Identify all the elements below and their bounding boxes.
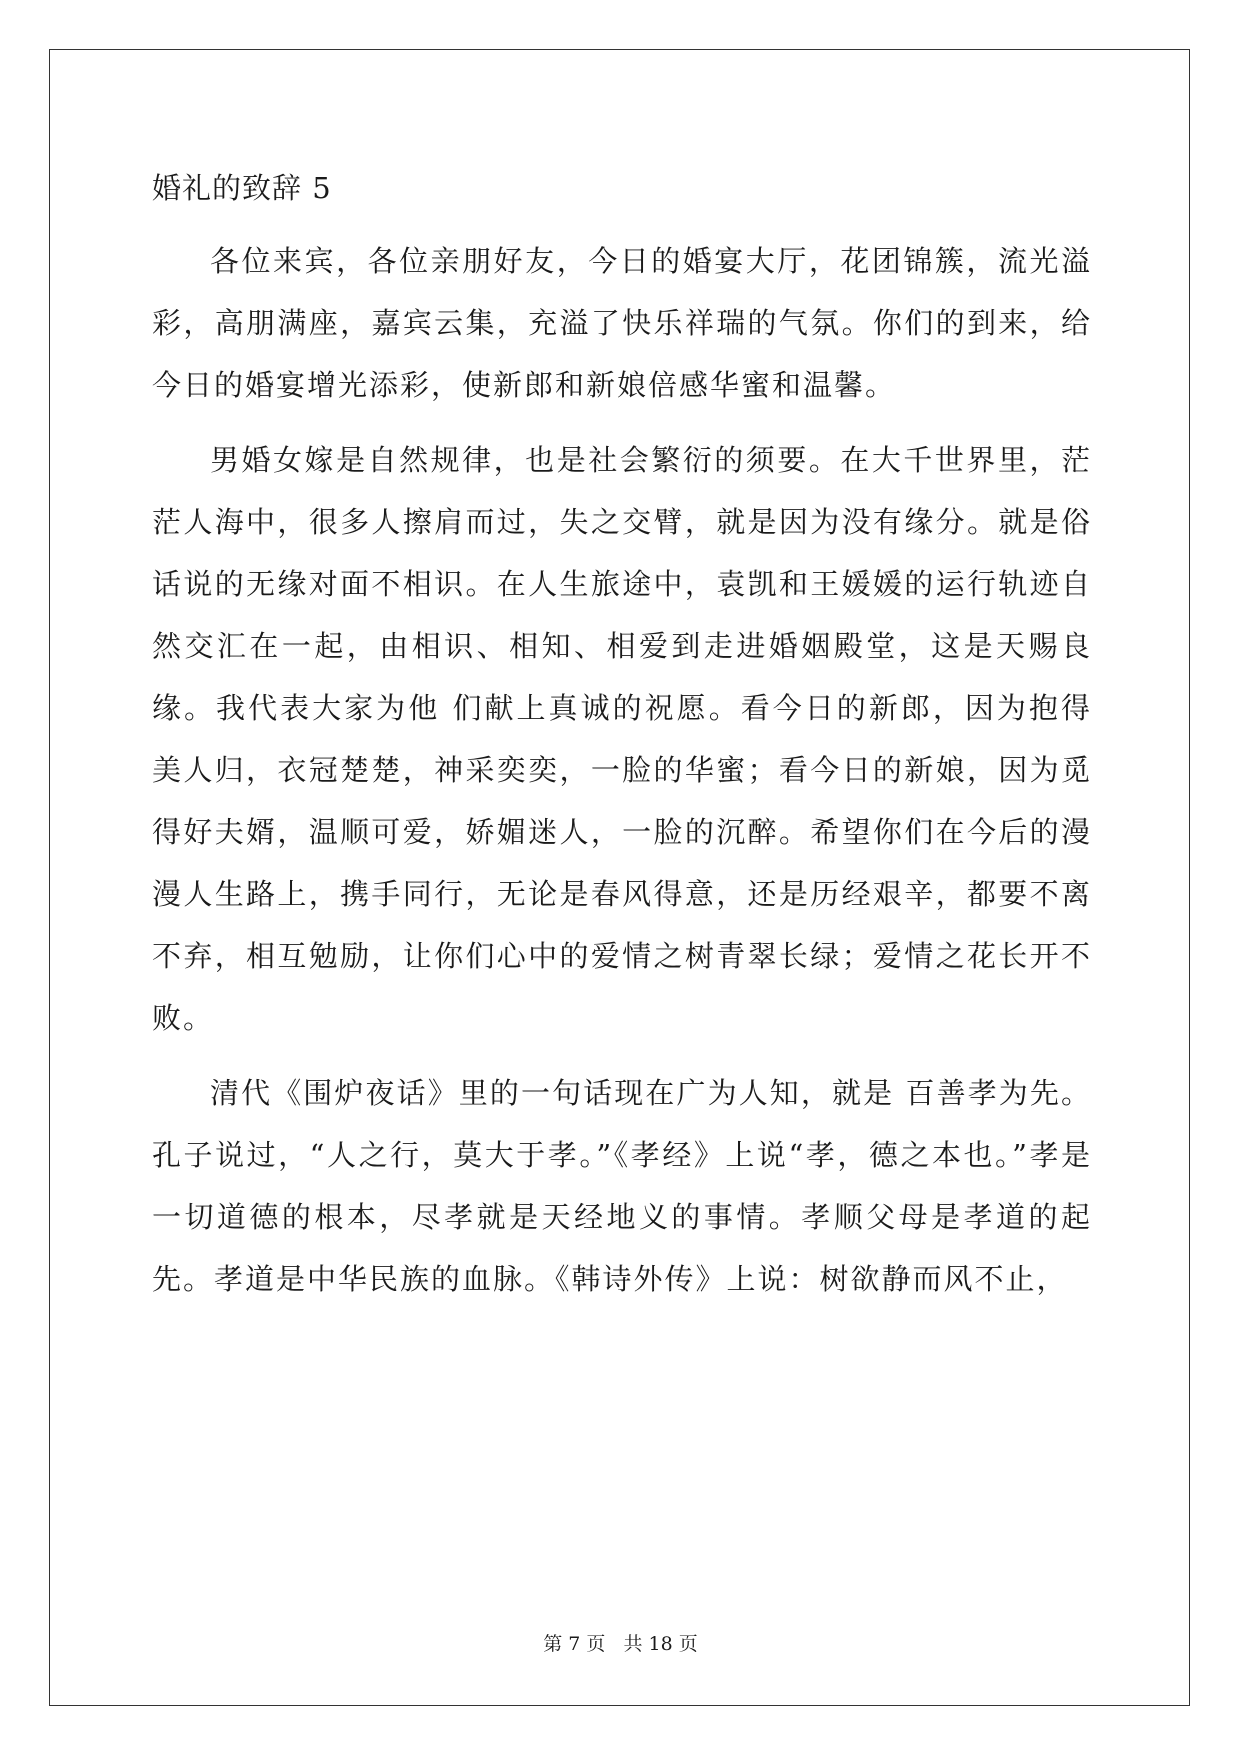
paragraph-2: 男婚女嫁是自然规律，也是社会繁衍的须要。在大千世界里，茫茫人海中，很多人擦肩而过，失之交臂，就是因为没有缘分。就是俗话说的无缘对面不相识。在人生旅途中，袁凯和王媛媛的运行轨迹自然交汇在一起，由相识、相知、相爱到走进婚姻殿堂，这是天赐良缘。我代表大家为他 们献上真诚的祝愿。看今日的新郎，因为抱得美人归，衣冠楚楚，神采奕奕，一脸的华蜜；看今日的新娘，因为觅得好夫婿，温顺可爱，娇媚迷人，一脸的沉醉。希望你们在今后的漫漫人生路上，携手同行，无论是春风得意，还是历经艰辛，都要不离不弃，相互勉励，让你们心中的爱情之树青翠长绿；爱情之花长开不败。 [152,443,1092,1035]
page-footer [0,1632,1241,1656]
document-body [152,168,1092,1323]
document-title: 婚礼的致辞 5 [152,171,332,205]
page-number: 第 7 页 共 18 页 [543,1633,698,1655]
paragraph-1: 各位来宾，各位亲朋好友，今日的婚宴大厅，花团锦簇，流光溢彩，高朋满座，嘉宾云集，充溢了快乐祥瑞的气氛。你们的到来，给今日的婚宴增光添彩，使新郎和新娘倍感华蜜和温馨。 [152,244,1092,402]
paragraph-3: 清代《围炉夜话》里的一句话现在广为人知，就是 百善孝为先。孔子说过，“人之行，莫大于孝。”《孝经》上说“孝，德之本也。”孝是一切道德的根本，尽孝就是天经地义的事情。孝顺父母是孝道的起先。孝道是中华民族的血脉。《韩诗外传》上说：树欲静而风不止， [152,1076,1092,1296]
